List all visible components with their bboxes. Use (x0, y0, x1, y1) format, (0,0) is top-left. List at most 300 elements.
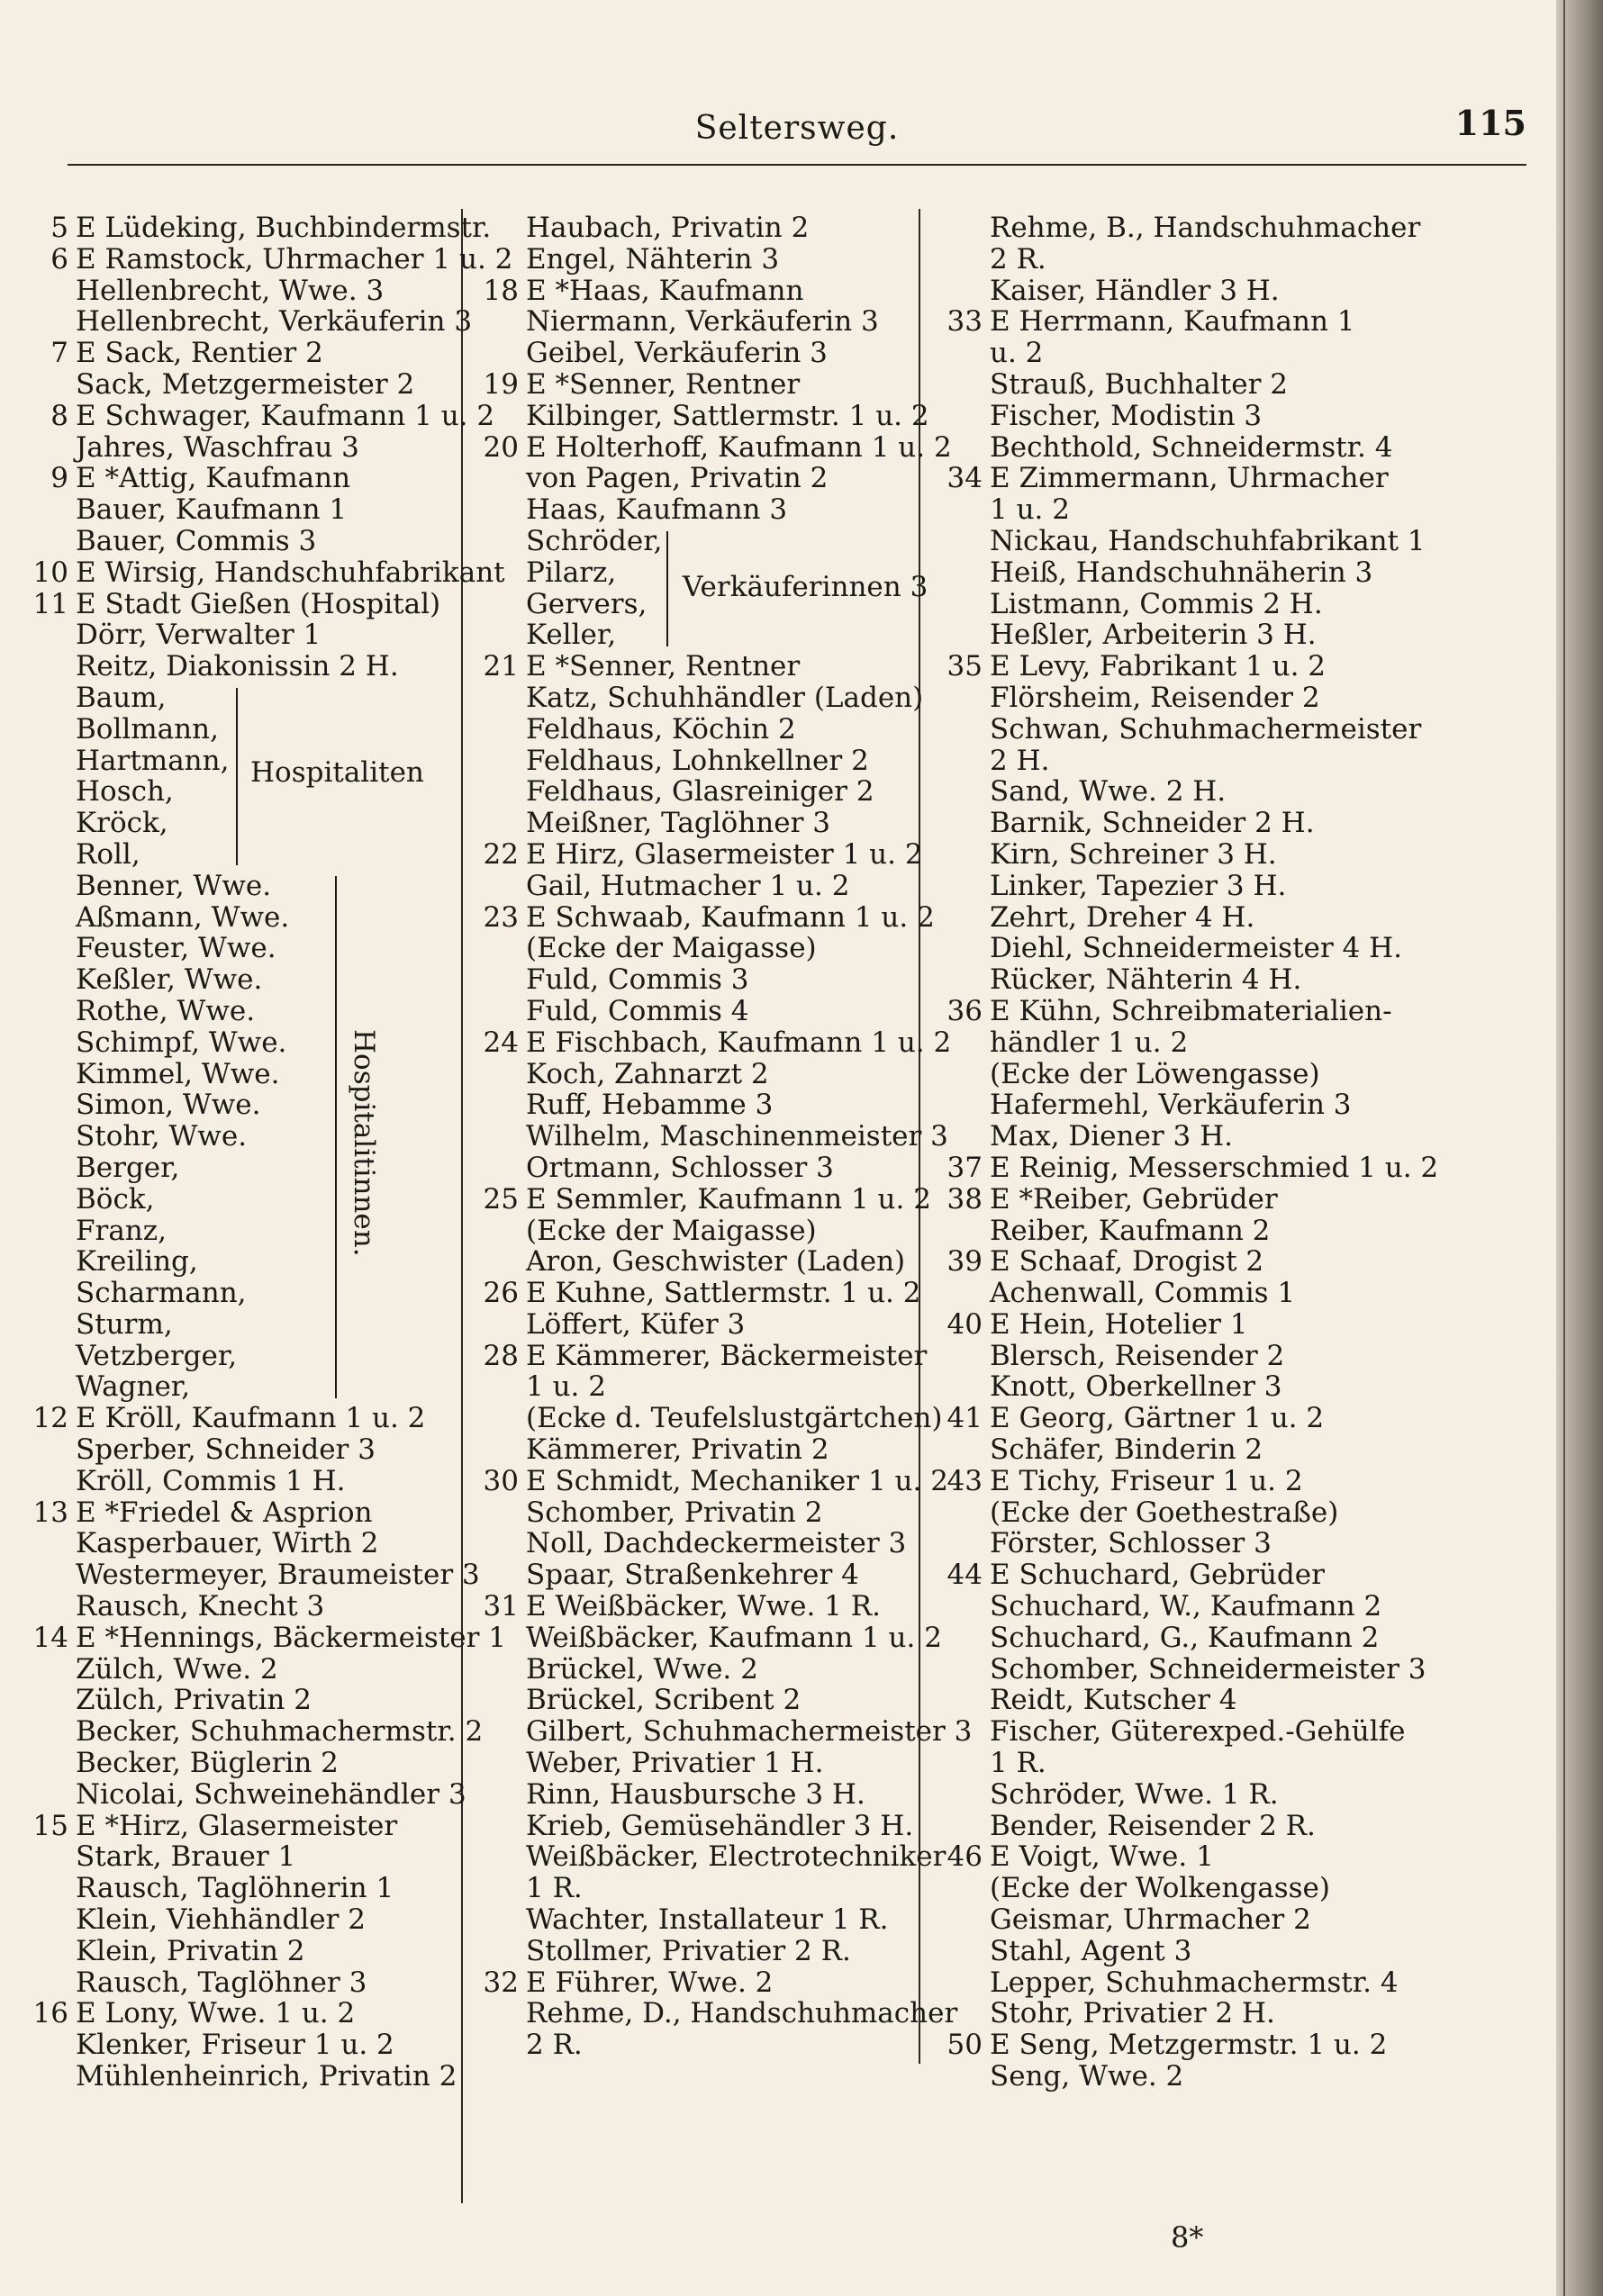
group-member (27, 1216, 495, 1247)
resident-text: 1 R. (526, 1872, 583, 1905)
resident-text: Seng, Wwe. 2 (990, 2060, 1184, 2093)
resident-text: 1 u. 2 (990, 493, 1070, 527)
resident-text: Schuchard, G., Kaufmann 2 (990, 1621, 1380, 1654)
group-member (27, 1089, 495, 1121)
resident-text: von Pagen, Privatin 2 (526, 462, 829, 495)
resident-text: E Fischbach, Kaufmann 1 u. 2 (526, 1026, 952, 1059)
resident-text: Koch, Zahnarzt 2 (526, 1057, 769, 1090)
member-name: Keßler, Wwe. (76, 963, 263, 997)
resident-text: Löffert, Küfer 3 (526, 1307, 746, 1341)
member-name: Rothe, Wwe. (76, 994, 256, 1027)
directory-entry (941, 524, 1426, 557)
directory-entry (27, 494, 495, 526)
house-number: 21 (483, 650, 519, 683)
resident-text: 1 R. (990, 1747, 1046, 1780)
resident-text: Westermeyer, Braumeister 3 (76, 1559, 480, 1592)
directory-entry (27, 1528, 495, 1559)
resident-text: E Herrmann, Kaufmann 1 (990, 305, 1355, 339)
directory-entry (941, 1998, 1396, 2029)
directory-entry (477, 1967, 946, 1999)
directory-entry (477, 1026, 952, 1059)
house-number: 44 (946, 1559, 983, 1592)
resident-text: 1 u. 2 (526, 1370, 606, 1404)
resident-text: Nickau, Handschuhfabrikant 1 (990, 524, 1426, 557)
directory-entry (477, 808, 946, 839)
resident-text: Achenwall, Commis 1 (990, 1277, 1296, 1310)
directory-entry (477, 964, 946, 996)
resident-text: E Reinig, Messerschmied 1 u. 2 (990, 1151, 1439, 1184)
directory-entry (477, 1153, 946, 1184)
group-member (27, 682, 495, 714)
member-name: Roll, (76, 837, 140, 871)
page-number: 115 (1454, 103, 1526, 143)
resident-text: Klein, Privatin 2 (76, 1934, 305, 1967)
resident-text: (Ecke der Maigasse) (526, 932, 817, 965)
directory-entry (477, 1873, 946, 1904)
resident-text: 2 R. (526, 2029, 583, 2062)
resident-text: E *Senner, Rentner (526, 650, 801, 683)
member-name: Böck, (76, 1182, 155, 1216)
hospitalitinnen-names (27, 871, 495, 1404)
resident-text: Heiß, Handschuhnäherin 3 (990, 556, 1373, 589)
house-number: 43 (946, 1464, 983, 1497)
directory-entry (941, 996, 1396, 1027)
resident-text: Förster, Schlosser 3 (990, 1527, 1272, 1560)
group-member (27, 1341, 495, 1372)
resident-text: Weißbäcker, Electrotechniker (526, 1840, 946, 1874)
resident-text: Ruff, Hebamme 3 (526, 1089, 774, 1122)
directory-entry (941, 369, 1396, 401)
resident-text: E Schaaf, Drogist 2 (990, 1245, 1264, 1279)
resident-text: Wachter, Installateur 1 R. (526, 1903, 889, 1937)
directory-entry (941, 932, 1403, 965)
resident-text: E *Hirz, Glasermeister (76, 1809, 398, 1842)
directory-entry (477, 1278, 946, 1309)
house-number: 36 (946, 994, 983, 1027)
directory-entry (941, 1715, 1406, 1749)
resident-text: (Ecke der Goethestraße) (990, 1496, 1339, 1529)
resident-text: Bauer, Kaufmann 1 (76, 493, 348, 527)
resident-text: Kirn, Schreiner 3 H. (990, 837, 1277, 871)
resident-text: Reiber, Kaufmann 2 (990, 1214, 1271, 1247)
resident-text: E Kühn, Schreibmaterialien- (990, 994, 1392, 1027)
resident-text: Bechthold, Schneidermstr. 4 (990, 430, 1393, 464)
resident-text: Gail, Hutmacher 1 u. 2 (526, 869, 850, 902)
directory-entry (477, 714, 946, 746)
resident-text: 2 H. (990, 744, 1050, 777)
directory-entry (27, 212, 495, 244)
resident-text: (Ecke d. Teufelslustgärtchen) (526, 1402, 943, 1435)
resident-text: Sack, Metzgermeister 2 (76, 367, 415, 401)
member-name: Stohr, Wwe. (76, 1120, 248, 1153)
resident-text: Klein, Viehhändler 2 (76, 1903, 366, 1937)
resident-text: E Hein, Hotelier 1 (990, 1307, 1248, 1341)
directory-entry (941, 619, 1396, 651)
directory-entry (941, 1559, 1396, 1591)
group-member (27, 902, 495, 934)
resident-text: Haas, Kaufmann 3 (526, 493, 788, 527)
resident-text: Gilbert, Schuhmachermeister 3 (526, 1715, 973, 1749)
directory-entry (941, 557, 1396, 589)
resident-text: (Ecke der Maigasse) (526, 1214, 817, 1247)
directory-entry (477, 776, 946, 808)
resident-text: Haubach, Privatin 2 (526, 212, 810, 244)
member-name: Pilarz, (526, 556, 617, 589)
directory-entry (27, 2029, 495, 2061)
directory-entry (477, 682, 946, 714)
resident-text: Heßler, Arbeiterin 3 H. (990, 619, 1317, 652)
directory-entry (27, 1998, 495, 2029)
resident-text: Zülch, Privatin 2 (76, 1684, 312, 1717)
resident-text: Feldhaus, Glasreiniger 2 (526, 775, 874, 809)
directory-entry (477, 933, 946, 964)
resident-text: 2 R. (990, 242, 1046, 276)
house-number: 26 (483, 1277, 519, 1310)
directory-entry (477, 839, 946, 871)
resident-text: Niermann, Verkäuferin 3 (526, 305, 879, 339)
resident-text: E Kröll, Kaufmann 1 u. 2 (76, 1402, 426, 1435)
member-name: Bollmann, (76, 712, 219, 746)
resident-text: E Führer, Wwe. 2 (526, 1966, 774, 1999)
directory-entry (27, 369, 495, 401)
directory-entry (941, 1121, 1396, 1153)
directory-entry (27, 432, 495, 464)
directory-entry (941, 1466, 1396, 1497)
house-number: 31 (483, 1590, 519, 1623)
resident-text: Mühlenheinrich, Privatin 2 (76, 2060, 457, 2093)
house-number: 7 (50, 337, 68, 370)
directory-entry (27, 338, 495, 369)
house-number: 46 (946, 1840, 983, 1874)
house-number: 6 (50, 242, 68, 276)
resident-text: Hellenbrecht, Wwe. 3 (76, 274, 385, 307)
resident-text: E *Attig, Kaufmann (76, 462, 351, 495)
group-member (27, 839, 495, 871)
directory-entry (941, 1184, 1396, 1216)
house-number: 22 (483, 837, 519, 871)
resident-text: (Ecke der Wolkengasse) (990, 1872, 1330, 1905)
resident-text: Jahres, Waschfrau 3 (76, 430, 359, 464)
directory-entry (477, 1904, 946, 1936)
directory-entry (941, 776, 1396, 808)
group-member (27, 871, 495, 902)
resident-text: Brückel, Wwe. 2 (526, 1652, 758, 1686)
directory-entry (477, 1246, 946, 1278)
house-number: 13 (32, 1496, 68, 1529)
house-number: 20 (483, 430, 519, 464)
resident-text: E Weißbäcker, Wwe. 1 R. (526, 1590, 881, 1623)
directory-entry (941, 1341, 1396, 1372)
resident-text: E Lony, Wwe. 1 u. 2 (76, 1997, 356, 2030)
directory-entry (941, 1652, 1426, 1686)
resident-text: E Kuhne, Sattlermstr. 1 u. 2 (526, 1277, 921, 1310)
directory-entry (27, 556, 505, 589)
house-number: 41 (946, 1402, 983, 1435)
member-name: Hartmann, (76, 744, 230, 777)
directory-entry (941, 1059, 1396, 1090)
resident-text: Fischer, Güterexped.-Gehülfe (990, 1715, 1406, 1749)
house-number: 16 (32, 1997, 68, 2030)
house-number: 11 (32, 587, 68, 620)
house-number: 28 (483, 1339, 519, 1372)
directory-entry (941, 1216, 1396, 1247)
column-3-entries (941, 212, 1439, 2093)
directory-column-3 (941, 212, 1439, 2093)
directory-entry (477, 902, 946, 934)
house-number: 33 (946, 305, 983, 339)
resident-text: Rausch, Taglöhnerin 1 (76, 1872, 394, 1905)
resident-text: Wilhelm, Maschinenmeister 3 (526, 1120, 948, 1153)
resident-text: Rehme, D., Handschuhmacher (526, 1997, 958, 2030)
resident-text: Feldhaus, Köchin 2 (526, 712, 796, 746)
member-name: Berger, (76, 1151, 180, 1184)
house-number: 25 (483, 1182, 519, 1216)
resident-text: E Wirsig, Handschuhfabrikant (76, 556, 505, 589)
resident-text: E *Reiber, Gebrüder (990, 1182, 1278, 1216)
directory-entry (477, 1497, 946, 1529)
resident-text: Barnik, Schneider 2 H. (990, 807, 1315, 840)
directory-entry (941, 964, 1396, 996)
directory-entry (27, 1591, 495, 1623)
resident-text: E *Hennings, Bäckermeister 1 (76, 1621, 506, 1654)
group-member (27, 1309, 495, 1341)
group-member (477, 619, 946, 651)
resident-text: Stahl, Agent 3 (990, 1934, 1192, 1967)
hospitaliten-group (27, 682, 495, 871)
group-member (27, 714, 495, 746)
directory-entry (941, 1685, 1396, 1716)
directory-entry (477, 746, 946, 777)
member-name: Gervers, (526, 587, 648, 620)
resident-text: E Voigt, Wwe. 1 (990, 1840, 1214, 1874)
group-member (27, 808, 495, 839)
member-name: Feuster, Wwe. (76, 932, 276, 965)
directory-entry (941, 1497, 1396, 1529)
directory-entry (477, 401, 946, 432)
resident-text: Dörr, Verwalter 1 (76, 619, 322, 652)
resident-text: E Levy, Fabrikant 1 u. 2 (990, 650, 1327, 683)
hospitaliten-brace (236, 688, 238, 865)
resident-text: Fuld, Commis 3 (526, 963, 749, 997)
resident-text: E *Haas, Kaufmann (526, 274, 804, 307)
resident-text: Strauß, Buchhalter 2 (990, 367, 1289, 401)
directory-entry (941, 1779, 1396, 1811)
directory-entry (27, 1779, 495, 1811)
resident-text: Schwan, Schuhmachermeister (990, 712, 1422, 746)
resident-text: Rehme, B., Handschuhmacher (990, 212, 1421, 244)
house-number: 39 (946, 1245, 983, 1279)
directory-entry (941, 1841, 1396, 1873)
resident-text: Becker, Schuhmachermstr. 2 (76, 1715, 484, 1749)
resident-text: Schröder, Wwe. 1 R. (990, 1777, 1279, 1811)
directory-entry (477, 2029, 946, 2061)
house-number: 5 (50, 212, 68, 244)
directory-entry (941, 808, 1396, 839)
page-header (68, 90, 1526, 166)
directory-entry (477, 1811, 946, 1842)
group-member (27, 996, 495, 1027)
resident-text: Rinn, Hausbursche 3 H. (526, 1777, 865, 1811)
directory-entry (941, 1278, 1396, 1309)
house-number: 23 (483, 900, 519, 934)
verkaeuferinnen-brace (666, 531, 668, 646)
directory-entry (477, 1748, 946, 1779)
hospitalitinnen-brace (335, 876, 337, 1398)
directory-entry (477, 1559, 946, 1591)
directory-entry (941, 463, 1396, 494)
directory-entry (941, 1936, 1396, 1967)
resident-text: Schuchard, W., Kaufmann 2 (990, 1590, 1382, 1623)
group-member (27, 1246, 495, 1278)
directory-entry (27, 463, 495, 494)
directory-entry (477, 1184, 946, 1216)
hospitalitinnen-label: Hospitalitinnen. (348, 1028, 380, 1257)
resident-text: E Zimmermann, Uhrmacher (990, 462, 1389, 495)
group-member (27, 1027, 495, 1059)
resident-text: E *Friedel & Asprion (76, 1496, 373, 1529)
resident-text: Aron, Geschwister (Laden) (526, 1245, 906, 1279)
directory-entry (941, 1528, 1396, 1559)
resident-text: E Holterhoff, Kaufmann 1 u. 2 (526, 430, 952, 464)
directory-entry (27, 242, 513, 276)
directory-entry (477, 1623, 946, 1654)
resident-text: Fischer, Modistin 3 (990, 399, 1263, 432)
directory-entry (27, 1967, 495, 1999)
directory-entry (941, 494, 1396, 526)
house-number: 34 (946, 462, 983, 495)
directory-entry (941, 839, 1396, 871)
directory-entry (477, 430, 952, 464)
resident-text: Kilbinger, Sattlermstr. 1 u. 2 (526, 399, 929, 432)
hospitaliten-label: Hospitaliten (250, 755, 424, 789)
directory-entry (27, 1811, 495, 1842)
directory-entry (27, 526, 495, 557)
resident-text: Lepper, Schuhmachermstr. 4 (990, 1966, 1399, 1999)
directory-entry (27, 1403, 495, 1434)
directory-entry (477, 494, 946, 526)
resident-text: Max, Diener 3 H. (990, 1120, 1233, 1153)
directory-entry (27, 1873, 495, 1904)
directory-entry (941, 401, 1396, 432)
directory-entry (477, 1216, 946, 1247)
resident-text: Kasperbauer, Wirth 2 (76, 1527, 379, 1560)
resident-text: Listmann, Commis 2 H. (990, 587, 1323, 620)
member-name: Hosch, (76, 775, 174, 809)
directory-entry (941, 1873, 1396, 1904)
house-number: 32 (483, 1966, 519, 1999)
house-number: 37 (946, 1151, 983, 1184)
member-name: Kimmel, Wwe. (76, 1057, 280, 1090)
resident-text: Feldhaus, Lohnkellner 2 (526, 744, 869, 777)
member-name: Kröck, (76, 807, 168, 840)
directory-entry (941, 1403, 1396, 1434)
directory-entry (477, 463, 946, 494)
resident-text: Schomber, Schneidermeister 3 (990, 1652, 1426, 1686)
directory-entry (941, 1089, 1396, 1121)
group-member (27, 1153, 495, 1184)
directory-entry (477, 276, 946, 307)
resident-text: E Kämmerer, Bäckermeister (526, 1339, 928, 1372)
resident-text: E Schwaab, Kaufmann 1 u. 2 (526, 900, 935, 934)
resident-text: Rausch, Taglöhner 3 (76, 1966, 367, 1999)
directory-entry (27, 1936, 495, 1967)
resident-text: Klenker, Friseur 1 u. 2 (76, 2029, 394, 2062)
group-member (27, 964, 495, 996)
directory-entry (941, 1371, 1396, 1403)
house-number: 40 (946, 1307, 983, 1341)
directory-entry (477, 1997, 958, 2030)
directory-entry (477, 871, 946, 902)
directory-entry (941, 589, 1396, 620)
resident-text: Engel, Nähterin 3 (526, 242, 780, 276)
directory-entry (941, 651, 1396, 682)
directory-entry (941, 1309, 1396, 1341)
directory-entry (27, 401, 495, 432)
directory-entry (941, 1246, 1396, 1278)
directory-entry (941, 1811, 1396, 1842)
resident-text: Bender, Reisender 2 R. (990, 1809, 1316, 1842)
directory-entry (27, 1904, 495, 1936)
resident-text: E Sack, Rentier 2 (76, 337, 323, 370)
resident-text: u. 2 (990, 337, 1044, 370)
directory-entry (477, 1121, 946, 1153)
resident-text: Becker, Büglerin 2 (76, 1747, 339, 1780)
house-number: 35 (946, 650, 983, 683)
member-name: Sturm, (76, 1307, 173, 1341)
member-name: Franz, (76, 1214, 167, 1247)
directory-entry (27, 1654, 495, 1686)
resident-text: Weißbäcker, Kaufmann 1 u. 2 (526, 1621, 942, 1654)
resident-text: Schomber, Privatin 2 (526, 1496, 823, 1529)
directory-entry (477, 1403, 946, 1434)
house-number: 8 (50, 399, 68, 432)
resident-text: Hellenbrecht, Verkäuferin 3 (76, 305, 473, 339)
house-number: 24 (483, 1026, 519, 1059)
house-number: 30 (483, 1464, 519, 1497)
resident-text: Stohr, Privatier 2 H. (990, 1997, 1275, 2030)
resident-text: Geismar, Uhrmacher 2 (990, 1903, 1311, 1937)
house-number: 18 (483, 274, 519, 307)
directory-entry (941, 1623, 1396, 1654)
directory-entry (941, 1027, 1396, 1059)
resident-text: E Tichy, Friseur 1 u. 2 (990, 1464, 1303, 1497)
directory-entry (477, 1059, 946, 1090)
directory-entry (941, 2061, 1396, 2093)
resident-text: händler 1 u. 2 (990, 1026, 1189, 1059)
directory-entry (477, 1779, 946, 1811)
directory-entry (941, 682, 1396, 714)
directory-entry (27, 1748, 495, 1779)
directory-entry (941, 712, 1422, 746)
resident-text: Stark, Brauer 1 (76, 1840, 296, 1874)
house-number: 10 (32, 556, 68, 589)
resident-text: Stollmer, Privatier 2 R. (526, 1934, 851, 1967)
resident-text: Bauer, Commis 3 (76, 524, 317, 557)
resident-text: E Schmidt, Mechaniker 1 u. 2 (526, 1464, 948, 1497)
directory-entry (27, 589, 495, 620)
directory-entry (477, 1341, 946, 1372)
house-number: 19 (483, 367, 519, 401)
directory-entry (27, 651, 495, 682)
resident-text: E Seng, Metzgermstr. 1 u. 2 (990, 2029, 1388, 2062)
directory-entry (941, 1748, 1396, 1779)
house-number: 9 (50, 462, 68, 495)
directory-entry (941, 338, 1396, 369)
resident-text: Meißner, Taglöhner 3 (526, 807, 830, 840)
house-number: 15 (32, 1809, 68, 1842)
member-name: Baum, (76, 681, 167, 714)
resident-text: Zülch, Wwe. 2 (76, 1652, 278, 1686)
